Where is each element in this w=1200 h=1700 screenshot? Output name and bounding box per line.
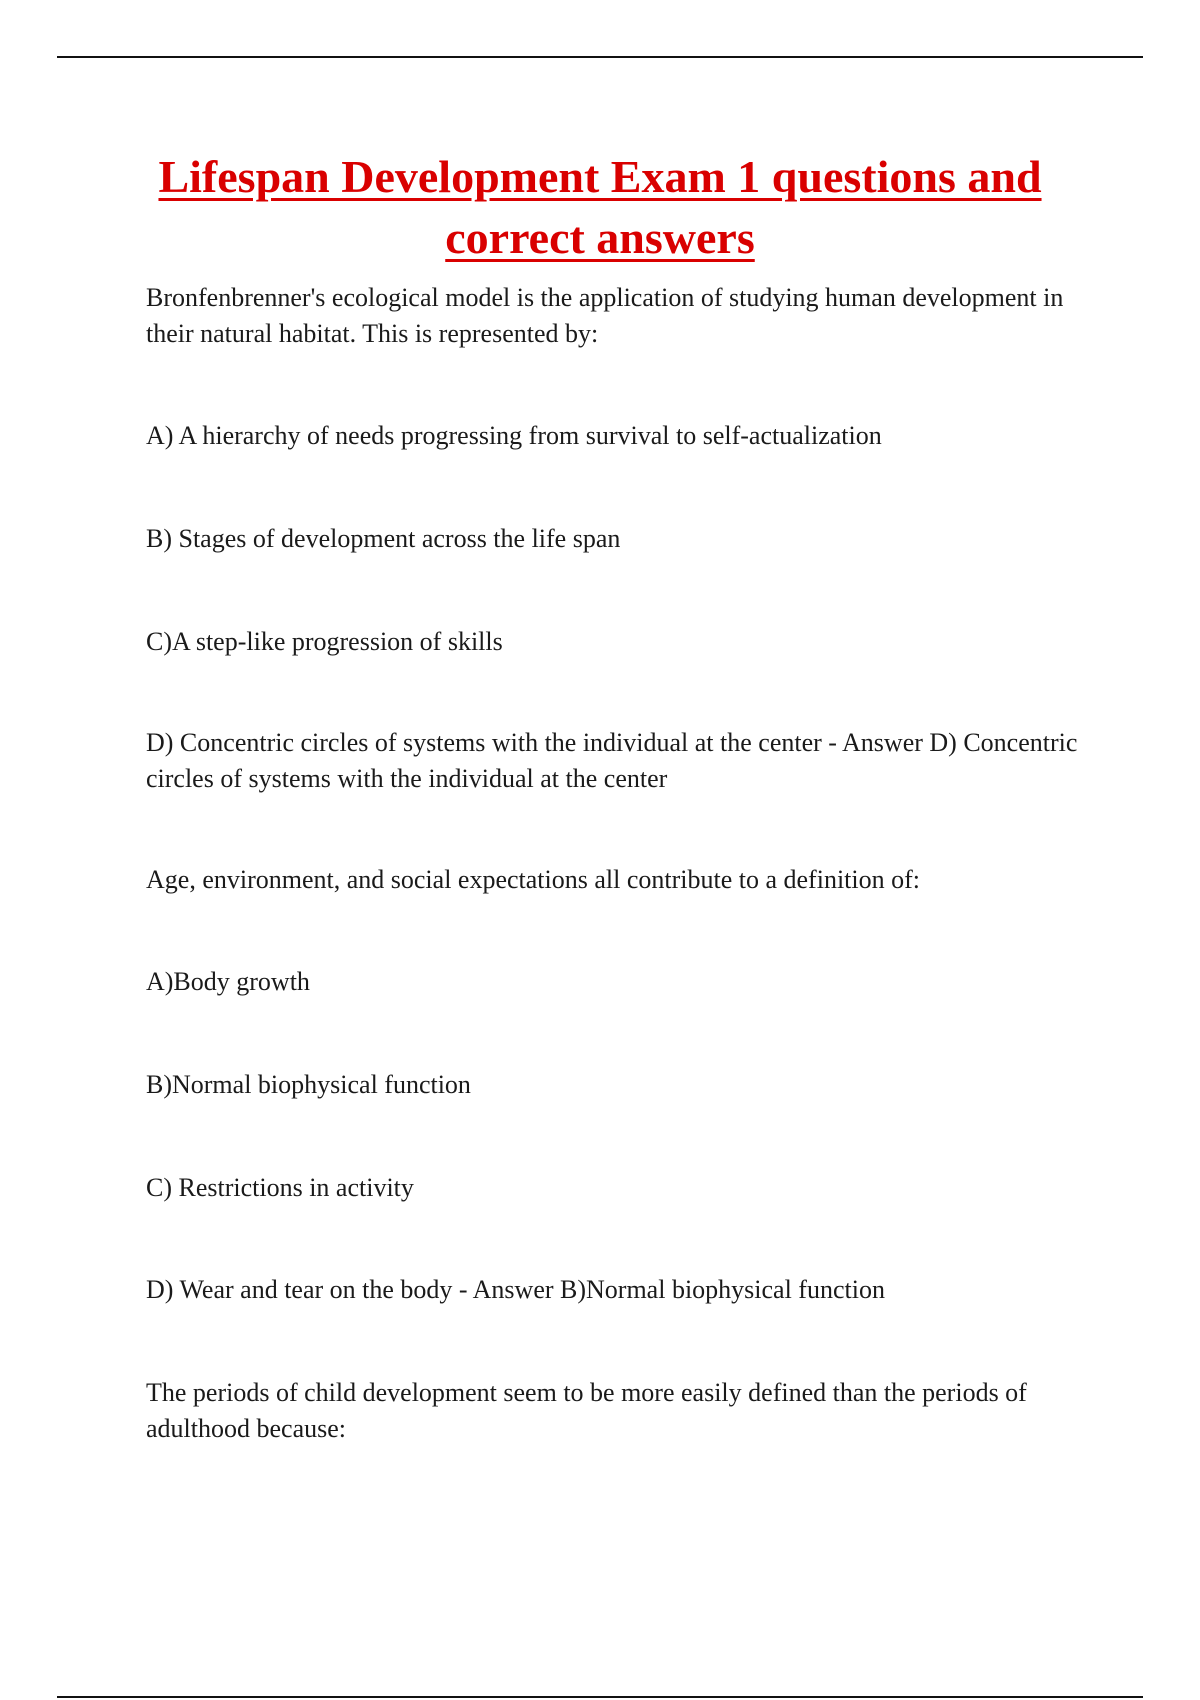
question-1-option-c: C)A step-like progression of skills bbox=[146, 627, 503, 656]
question-1-text: Bronfenbrenner's ecological model is the application of studying human development in their natural habitat. This is represented by: bbox=[146, 283, 1064, 348]
question-1-option-b: B) Stages of development across the life span bbox=[146, 524, 621, 553]
question-2-option-a: A)Body growth bbox=[146, 967, 310, 996]
document-title: Lifespan Development Exam 1 questions and correct answers bbox=[158, 151, 1042, 263]
bottom-rule bbox=[57, 1696, 1143, 1698]
top-rule bbox=[57, 56, 1143, 58]
question-1-option-a: A) A hierarchy of needs progressing from survival to self-actualization bbox=[146, 421, 882, 450]
question-2-option-d-answer: D) Wear and tear on the body - Answer B)Normal biophysical function bbox=[146, 1275, 885, 1304]
question-2-option-b: B)Normal biophysical function bbox=[146, 1070, 471, 1099]
question-1-option-d-answer: D) Concentric circles of systems with the individual at the center - Answer D) Concentric circles of systems with the individual at the center bbox=[146, 728, 1078, 793]
question-2-text: Age, environment, and social expectations all contribute to a definition of: bbox=[146, 865, 920, 894]
question-3-text: The periods of child development seem to be more easily defined than the periods of adulthood because: bbox=[146, 1378, 1027, 1443]
question-2-option-c: C) Restrictions in activity bbox=[146, 1173, 414, 1202]
